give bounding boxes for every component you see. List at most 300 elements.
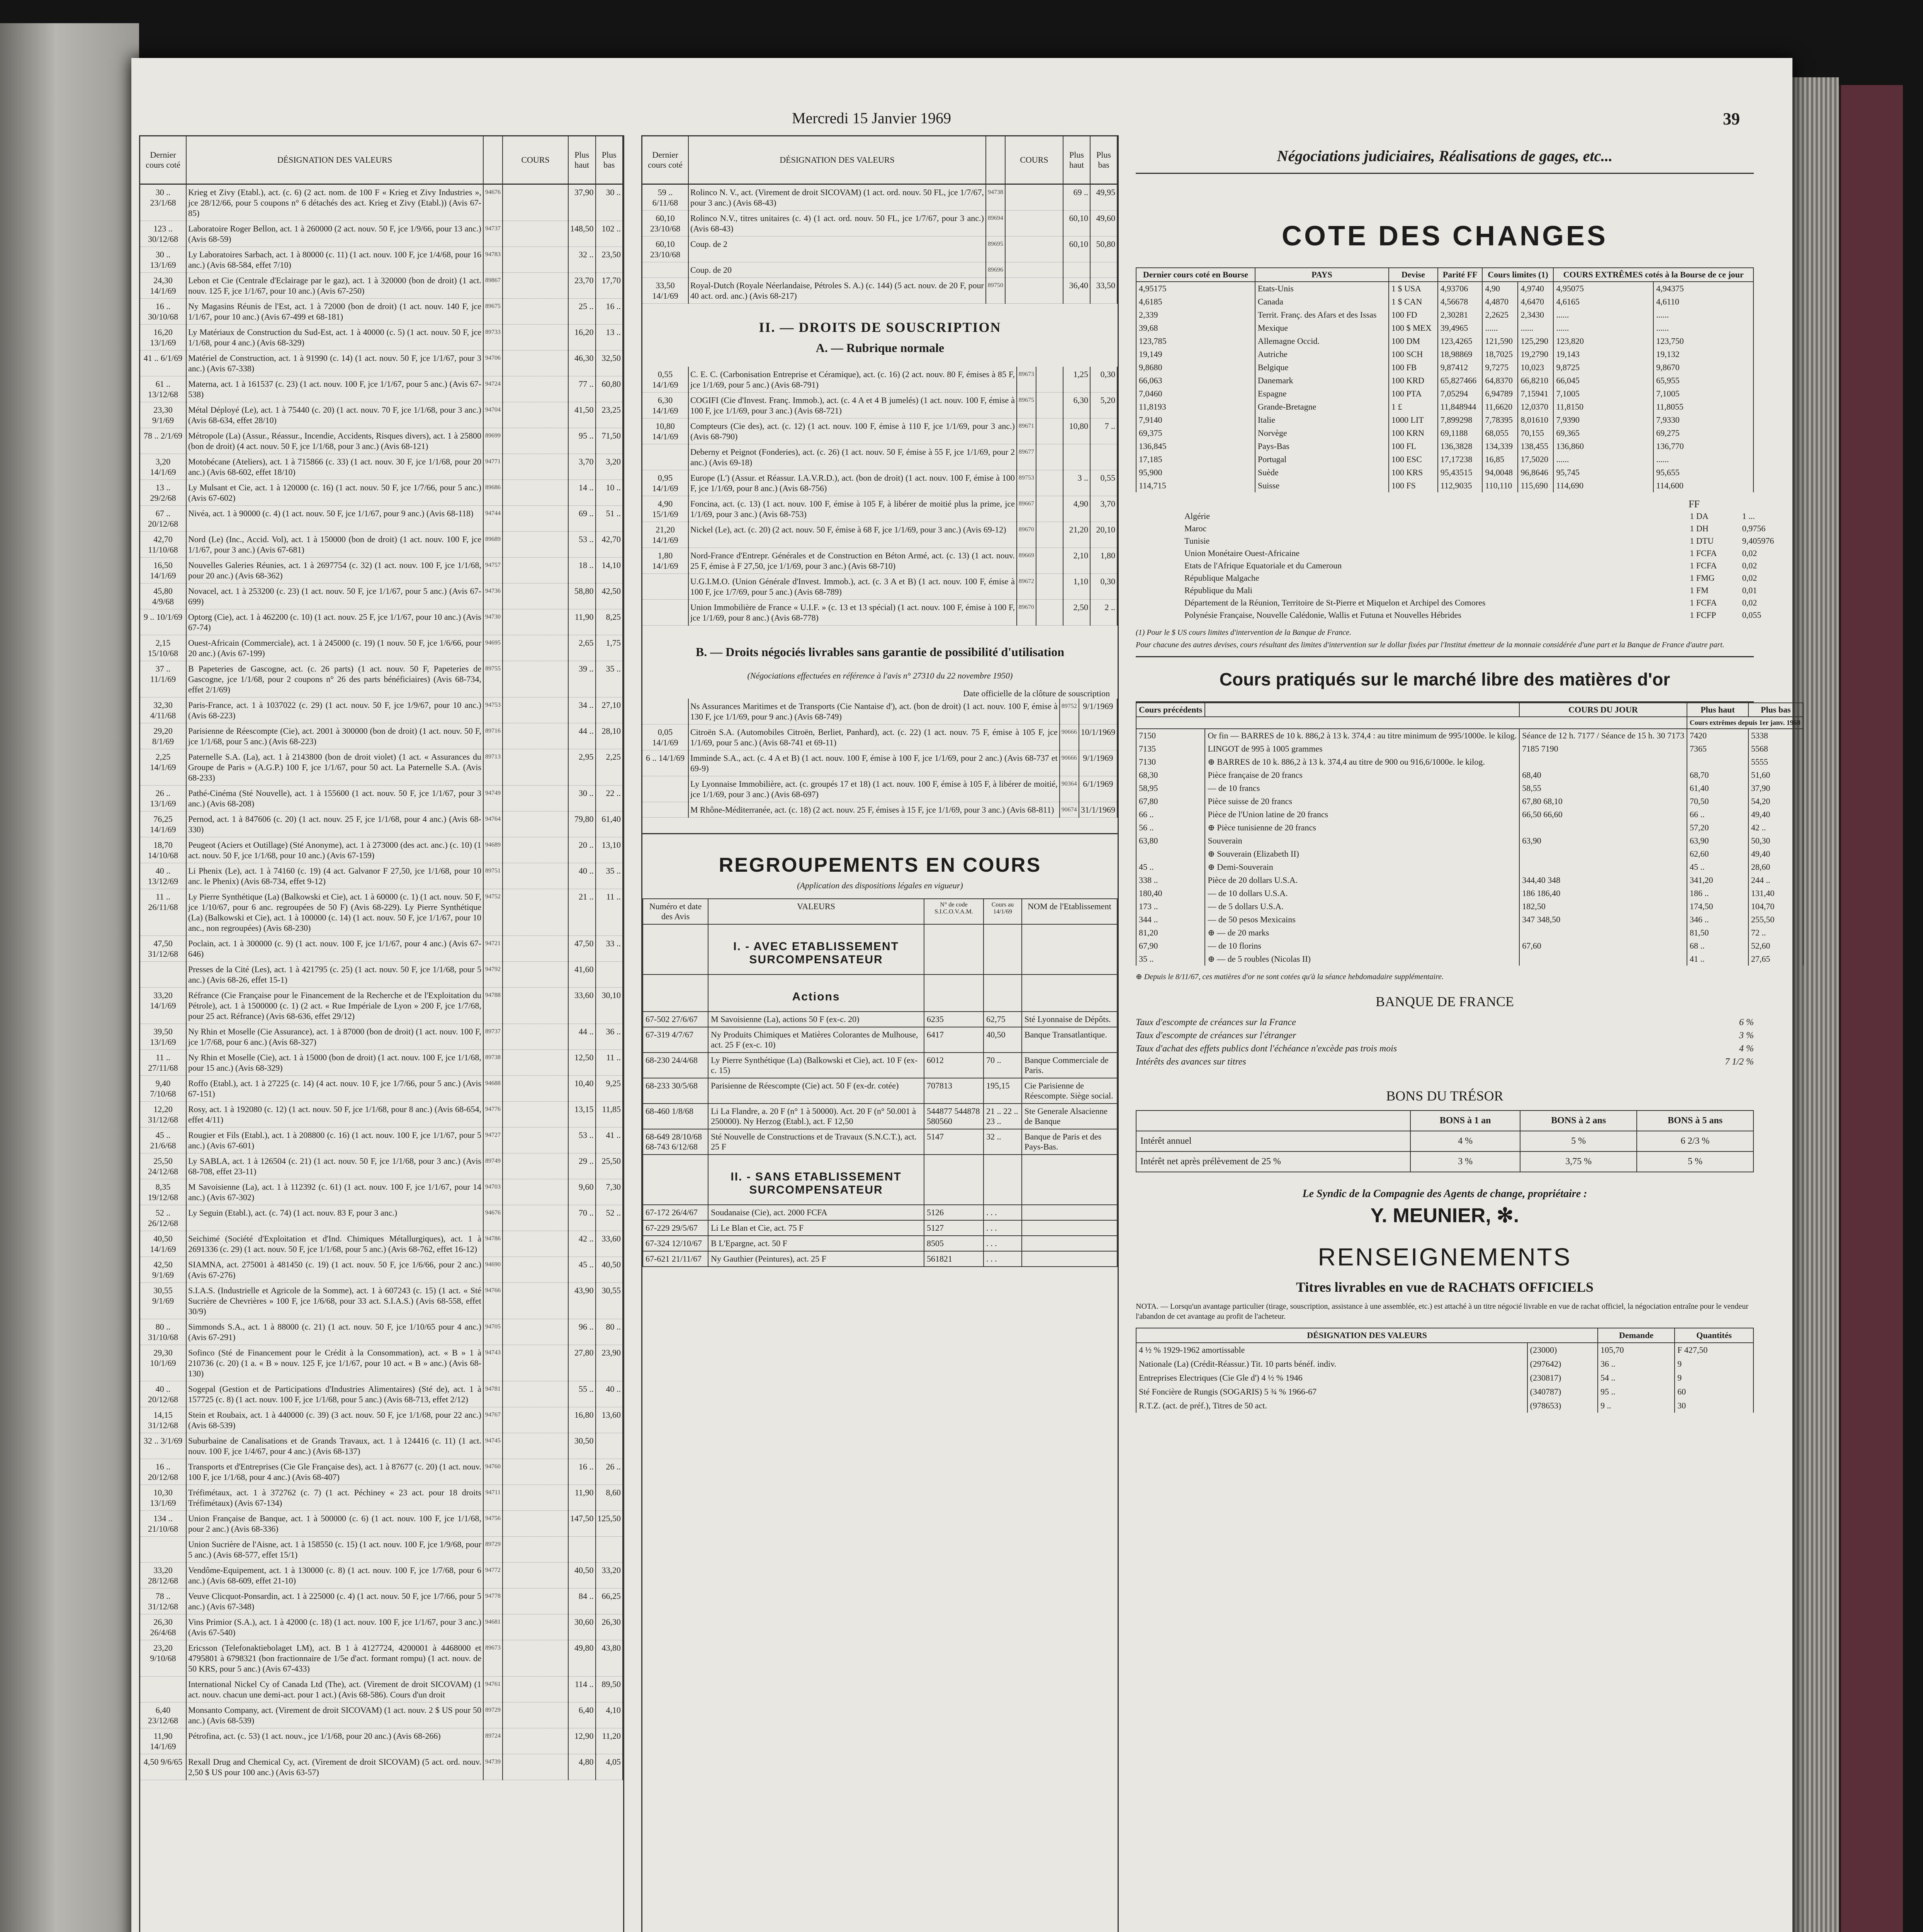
or-ph: 68 .. — [1687, 939, 1748, 952]
table-row — [643, 1104, 1117, 1129]
ch-e1: ...... — [1553, 321, 1653, 335]
table-row — [140, 273, 623, 299]
ch-l2: 66,8210 — [1518, 374, 1553, 387]
ch-l2: 4,9740 — [1518, 282, 1553, 295]
entry-code: 89675 — [1017, 393, 1036, 418]
entry-plus-bas: 80 .. — [596, 1319, 623, 1345]
rg-col-valeurs: VALEURS — [708, 899, 924, 924]
entry-cours — [503, 428, 568, 454]
or-desc: — de 10 dollars U.S.A. — [1205, 887, 1519, 900]
section-droits-note: (Négociations effectuées en référence à l'avis n° 27310 du 22 novembre 1950) — [747, 671, 1013, 680]
entry-last-price: 76,25 14/1/69 — [140, 811, 186, 837]
table-row — [1136, 335, 1753, 348]
entry-last-price: 24,30 14/1/69 — [140, 273, 186, 299]
entry-designation: Ly Lyonnaise Immobilière, act. (c. groupés 17 et 18) (1 act. nouv. 100 F, émise à 105 F, à libérer de moitié, jce 1/1/69, pour 3 anc.) (Avis 68-697) — [688, 776, 1060, 802]
entry-code: 94781 — [483, 1381, 503, 1407]
droits-table-b — [642, 699, 1118, 818]
rg-empty — [1022, 924, 1117, 975]
rg-code: 6417 — [924, 1027, 984, 1053]
ch-dv: 100 DM — [1389, 335, 1438, 348]
entry-code: 94724 — [483, 376, 503, 402]
rg-code: 707813 — [924, 1078, 984, 1104]
entry-plus-bas: 17,70 — [596, 273, 623, 299]
table-row — [140, 583, 623, 609]
rg-valeur: Parisienne de Réescompte (Cie) act. 50 F (ex-dr. cotée) — [708, 1078, 924, 1104]
entry-code: 94783 — [483, 247, 503, 273]
entry-code: 89713 — [483, 749, 503, 786]
or-prec: 45 .. — [1136, 861, 1205, 874]
table-row — [1182, 560, 1800, 572]
entry-code: 94761 — [483, 1677, 503, 1702]
ch-d: 7,9140 — [1136, 413, 1255, 427]
entry-code: 89689 — [483, 532, 503, 558]
table-row — [140, 1050, 623, 1076]
entry-plus-haut: 60,10 — [1063, 211, 1090, 236]
entry-plus-haut: 2,95 — [568, 749, 596, 786]
entry-code: 89672 — [1017, 574, 1036, 600]
entry-cours — [503, 480, 568, 506]
entry-last-price — [140, 1537, 186, 1563]
rg-cours: 195,15 — [984, 1078, 1022, 1104]
entry-plus-haut — [1063, 262, 1090, 278]
or-jour — [1519, 926, 1687, 939]
entry-last-price: 30 .. 13/1/69 — [140, 247, 186, 273]
ch-col-limites: Cours limites (1) — [1482, 268, 1553, 282]
entry-last-price: 9 .. 10/1/69 — [140, 609, 186, 635]
entry-last-price: 47,50 31/12/68 — [140, 936, 186, 962]
entry-code: 94788 — [483, 988, 503, 1024]
regroupements-section — [642, 833, 1118, 1267]
table-row — [642, 574, 1117, 600]
ch-e2: 4,94375 — [1653, 282, 1753, 295]
banque-line-label: Taux d'escompte de créances sur l'étranger — [1136, 1031, 1296, 1041]
ch-e2: 136,770 — [1653, 440, 1753, 453]
entry-plus-haut — [1063, 444, 1090, 470]
table-row — [140, 1345, 623, 1381]
ch-p: Norvège — [1255, 427, 1389, 440]
rg-empty — [643, 1155, 708, 1205]
entry-cours — [503, 1614, 568, 1640]
table-row — [140, 480, 623, 506]
entry-last-price: 18,70 14/10/68 — [140, 837, 186, 863]
entry-designation: Rougier et Fils (Etabl.), act. 1 à 208800 (c. 16) (1 act. nouv. 100 F, jce 1/1/67, pour 5 anc.) (Avis 67-601) — [186, 1128, 483, 1153]
ch-d: 9,8680 — [1136, 361, 1255, 374]
or-ph: 7420 — [1687, 729, 1748, 742]
rg-etab: Banque de Paris et des Pays-Bas. — [1022, 1129, 1117, 1155]
table-row — [140, 962, 623, 988]
or-prec: 7135 — [1136, 742, 1205, 755]
table-row — [140, 221, 623, 247]
ch-l1: 110,110 — [1482, 479, 1518, 492]
table-row — [140, 325, 623, 350]
col2-designation: DÉSIGNATION DES VALEURS — [688, 136, 986, 184]
entry-code: 94681 — [483, 1614, 503, 1640]
entry-code: 94752 — [483, 889, 503, 936]
entry-code: 89755 — [483, 661, 503, 697]
entry-cours — [503, 1153, 568, 1179]
table-row — [642, 393, 1117, 418]
entry-designation: Optorg (Cie), act. 1 à 462200 (c. 10) (1 act. nouv. 25 F, jce 1/1/67, pour 10 anc.) (Avis 67-74) — [186, 609, 483, 635]
entry-plus-bas: 33,50 — [1090, 278, 1117, 304]
ra-col-demande: Demande — [1598, 1328, 1675, 1343]
ch-e1: 69,365 — [1553, 427, 1653, 440]
rg-empty — [1022, 1236, 1117, 1251]
entry-code: 94744 — [483, 506, 503, 532]
table-row — [140, 1754, 623, 1780]
entry-designation: Ny Magasins Réunis de l'Est, act. 1 à 72000 (bon de droit) (1 act. nouv. 140 F, jce 1/1/67, pour 10 anc.) (Avis 67-499 et 68-181) — [186, 299, 483, 325]
ch-d: 39,68 — [1136, 321, 1255, 335]
or-pb: 131,40 — [1748, 887, 1803, 900]
entry-last-price: 52 .. 26/12/68 — [140, 1205, 186, 1231]
entry-cloture: 6/1/1969 — [1079, 776, 1117, 802]
or-jour — [1519, 847, 1687, 861]
entry-designation: Paternelle S.A. (La), act. 1 à 2143800 (bon de droit violet) (1 act. « Assurances du Groupe de Paris » (A.G.P.) 100 F, jce 1/1/67, pour 50 act. La Paternelle S.A. (Avis 68-233) — [186, 749, 483, 786]
entry-code: 94757 — [483, 558, 503, 583]
ch-pa: 4,93706 — [1438, 282, 1483, 295]
ra-q: F 427,50 — [1675, 1343, 1753, 1357]
table-row — [1182, 510, 1800, 522]
banque-line — [1136, 1055, 1754, 1068]
table-row — [140, 1319, 623, 1345]
entry-cours — [1036, 470, 1063, 496]
entry-cours — [503, 1319, 568, 1345]
table-row — [140, 1102, 623, 1128]
ch-l1: 4,90 — [1482, 282, 1518, 295]
ff-dv: 1 FCFP — [1690, 610, 1716, 620]
entry-cloture: 9/1/1969 — [1079, 750, 1117, 776]
table-row — [1136, 769, 1803, 782]
entry-code: 94737 — [483, 221, 503, 247]
or-jour: Séance de 12 h. 7177 / Séance de 15 h. 30 7173 — [1519, 729, 1687, 742]
entry-last-price: 45,80 4/9/68 — [140, 583, 186, 609]
or-jour: 344,40 348 — [1519, 874, 1687, 887]
table-row — [1136, 755, 1803, 769]
entry-plus-haut: 114 .. — [568, 1677, 596, 1702]
ff-v: 0,9756 — [1742, 524, 1766, 533]
rg-avis: 67-621 21/11/67 — [643, 1251, 708, 1267]
entry-plus-haut: 84 .. — [568, 1588, 596, 1614]
table-row — [140, 376, 623, 402]
banque-line-value: 6 % — [1739, 1017, 1754, 1027]
rg-code: 5126 — [924, 1205, 984, 1220]
table-row — [140, 1485, 623, 1511]
entry-code: 89737 — [483, 1024, 503, 1050]
ch-e1: 4,6165 — [1553, 295, 1653, 308]
ch-e2: 65,955 — [1653, 374, 1753, 387]
entry-last-price: 11 .. 27/11/68 — [140, 1050, 186, 1076]
rg-cours: 62,75 — [984, 1012, 1022, 1027]
banque-line — [1136, 1016, 1754, 1029]
entry-plus-bas: 5,20 — [1090, 393, 1117, 418]
ra-d: Sté Foncière de Rungis (SOGARIS) 5 ¾ % 1966-67 — [1136, 1385, 1527, 1399]
entry-plus-bas: 35 .. — [596, 661, 623, 697]
entry-cours — [503, 1407, 568, 1433]
table-row — [140, 609, 623, 635]
table-row — [1136, 440, 1753, 453]
renseignements-subtitle: Titres livrables en vue de RACHATS OFFICIELS — [1296, 1279, 1594, 1295]
entry-plus-haut: 69 .. — [568, 506, 596, 532]
entry-plus-bas: 30,10 — [596, 988, 623, 1024]
entry-cours — [503, 1640, 568, 1677]
ch-l2: 8,01610 — [1518, 413, 1553, 427]
table-row — [642, 699, 1117, 724]
entry-designation: Pétrofina, act. (c. 53) (1 act. nouv., jce 1/1/68, pour 20 anc.) (Avis 68-266) — [186, 1728, 483, 1754]
entry-code: 94704 — [483, 402, 503, 428]
entry-code: 94703 — [483, 1179, 503, 1205]
ch-d: 4,6185 — [1136, 295, 1255, 308]
entry-last-price — [642, 699, 688, 724]
entry-plus-bas: 11,85 — [596, 1102, 623, 1128]
ra-c: (340787) — [1527, 1385, 1598, 1399]
entry-plus-bas: 89,50 — [596, 1677, 623, 1702]
table-row — [1136, 427, 1753, 440]
entry-last-price: 40 .. 13/12/69 — [140, 863, 186, 889]
table-row — [642, 750, 1117, 776]
entry-last-price — [642, 600, 688, 626]
entry-designation: Roffo (Etabl.), act. 1 à 27225 (c. 14) (4 act. nouv. 10 F, jce 1/7/66, pour 5 anc.) (Avis 67-151) — [186, 1076, 483, 1102]
entry-cours — [503, 1050, 568, 1076]
ch-d: 19,149 — [1136, 348, 1255, 361]
ra-dem: 54 .. — [1598, 1371, 1675, 1385]
entry-designation: Réfrance (Cie Française pour le Financement de la Recherche et de l'Exploitation du Pétrole), act. 1 à 1500000 (c. 1) (2 act. « Rue Impériale de Lyon » 200 F, jce 1/7/68, pour 25 act. Réfrance) (Avis 68-636, effet 29/12) — [186, 988, 483, 1024]
rg-empty — [924, 1155, 984, 1205]
entry-cours — [1005, 262, 1063, 278]
entry-plus-haut: 79,80 — [568, 811, 596, 837]
or-desc: ⊕ — de 5 roubles (Nicolas II) — [1205, 952, 1519, 966]
table-row — [140, 936, 623, 962]
entry-plus-bas: 7,30 — [596, 1179, 623, 1205]
table-row — [140, 1433, 623, 1459]
table-row — [140, 402, 623, 428]
ch-l2: 4,6470 — [1518, 295, 1553, 308]
entry-designation: Ly Matériaux de Construction du Sud-Est, act. 1 à 40000 (c. 5) (1 act. nouv. 50 F, jce 1/1/68, pour 4 anc.) (Avis 68-329) — [186, 325, 483, 350]
entry-cloture: 31/1/1969 — [1079, 802, 1117, 818]
table-row — [1182, 547, 1800, 560]
entry-last-price: 33,50 14/1/69 — [642, 278, 688, 304]
entry-last-price: 61 .. 13/12/68 — [140, 376, 186, 402]
entry-last-price: 16,20 13/1/69 — [140, 325, 186, 350]
ff-p: Département de la Réunion, Territoire de St-Pierre et Miquelon et Archipel des Comores — [1184, 598, 1486, 607]
rg-empty — [1022, 1220, 1117, 1236]
table-row — [643, 1236, 1117, 1251]
entry-plus-haut: 16,20 — [568, 325, 596, 350]
banque-line-value: 3 % — [1739, 1031, 1754, 1041]
entry-plus-haut: 34 .. — [568, 697, 596, 723]
entry-designation: Krieg et Zivy (Etabl.), act. (c. 6) (2 act. nom. de 100 F « Krieg et Zivy Industries », jce 28/12/66, pour 5 coupons n° 6 détachés des act. Krieg et Zivy (Etabl.)) (Avis 67-85) — [186, 184, 483, 221]
table-row — [1136, 847, 1803, 861]
rg-valeur: Sté Nouvelle de Constructions et de Travaux (S.N.C.T.), act. 25 F — [708, 1129, 924, 1155]
ff-dv: 1 FM — [1690, 585, 1709, 595]
col2-plus-haut: Plus haut — [1063, 136, 1090, 184]
ff-v: 0,02 — [1742, 573, 1757, 583]
ch-l2: 70,155 — [1518, 427, 1553, 440]
ch-l2: 10,023 — [1518, 361, 1553, 374]
ch-l1: 9,7275 — [1482, 361, 1518, 374]
newspaper-page — [131, 58, 1801, 1932]
left-page-edge — [0, 23, 139, 1932]
or-table — [1136, 702, 1804, 966]
entry-cours — [503, 1433, 568, 1459]
droits-table-a — [642, 367, 1118, 626]
entry-last-price — [642, 776, 688, 802]
entry-designation: Motobécane (Ateliers), act. 1 à 715866 (c. 33) (1 act. nouv. 30 F, jce 1/1/68, pour 20 anc.) (Avis 68-602, effet 18/10) — [186, 454, 483, 480]
table-row — [1182, 522, 1800, 535]
entry-plus-haut: 1,25 — [1063, 367, 1090, 393]
entry-plus-haut — [568, 1537, 596, 1563]
ch-e1: 114,690 — [1553, 479, 1653, 492]
table-row — [1136, 453, 1753, 466]
entry-last-price: 41 .. 6/1/69 — [140, 350, 186, 376]
rg-code: 5147 — [924, 1129, 984, 1155]
entry-designation: Stein et Roubaix, act. 1 à 440000 (c. 39) (3 act. nouv. 50 F, jce 1/1/68, pour 22 anc.) (Avis 68-539) — [186, 1407, 483, 1433]
entry-code: 89867 — [483, 273, 503, 299]
entry-plus-haut: 3 .. — [1063, 470, 1090, 496]
entry-last-price: 33,20 14/1/69 — [140, 988, 186, 1024]
entry-plus-haut: 2,65 — [568, 635, 596, 661]
entry-designation: Paris-France, act. 1 à 1037022 (c. 29) (1 act. nouv. 50 F, jce 1/9/67, pour 10 anc.) (Avis 68-223) — [186, 697, 483, 723]
entry-plus-bas: 50,80 — [1090, 236, 1117, 262]
table-row — [140, 837, 623, 863]
entry-last-price: 10,30 13/1/69 — [140, 1485, 186, 1511]
ff-label: FF — [1689, 498, 1700, 510]
entry-designation: Rosy, act. 1 à 192080 (c. 12) (1 act. nouv. 50 F, jce 1/1/68, pour 8 anc.) (Avis 68-654, effet 4/11) — [186, 1102, 483, 1128]
or-ph — [1687, 755, 1748, 769]
entry-cours — [503, 962, 568, 988]
ra-c: (978653) — [1527, 1399, 1598, 1413]
entry-plus-bas: 3,70 — [1090, 496, 1117, 522]
table-row — [1136, 1357, 1753, 1371]
entry-last-price: 6,30 14/1/69 — [642, 393, 688, 418]
entry-code: 89673 — [483, 1640, 503, 1677]
section-rubrique-normale: A. — Rubrique normale — [815, 341, 945, 355]
entry-designation: Parisienne de Réescompte (Cie), act. 2001 à 300000 (bon de droit) (1 act. nouv. 50 F, jce 1/1/68, pour 5 anc.) (Avis 68-223) — [186, 723, 483, 749]
table-row — [1136, 282, 1753, 295]
entry-plus-bas: 11 .. — [596, 1050, 623, 1076]
entry-last-price: 29,30 10/1/69 — [140, 1345, 186, 1381]
entry-plus-haut: 25 .. — [568, 299, 596, 325]
entry-designation: Vins Primior (S.A.), act. 1 à 42000 (c. 18) (1 act. nouv. 100 F, jce 1/1/67, pour 3 anc.) (Avis 67-540) — [186, 1614, 483, 1640]
table-row — [643, 1220, 1117, 1236]
entry-cours — [503, 1702, 568, 1728]
valeurs-table-1 — [140, 136, 623, 1780]
ch-dv: 100 FB — [1389, 361, 1438, 374]
entry-designation: Rolinco N. V., act. (Virement de droit SICOVAM) (1 act. ord. nouv. 50 FL, jce 1/7/67, pour 3 anc.) (Avis 68-43) — [688, 184, 986, 211]
entry-code: 89752 — [1060, 699, 1079, 724]
regroupements-title: REGROUPEMENTS EN COURS — [719, 854, 1041, 876]
entry-designation: Lebon et Cie (Centrale d'Eclairage par le gaz), act. 1 à 320000 (bon de droit) (1 act. nouv. 125 F, jce 1/1/67, pour 10 anc.) (Avis 67-250) — [186, 273, 483, 299]
ch-l2: 2,3430 — [1518, 308, 1553, 321]
table-row — [140, 1257, 623, 1283]
entry-code: 94711 — [483, 1485, 503, 1511]
entry-designation: Transports et d'Entreprises (Cie Gle Française des), act. 1 à 87677 (c. 20) (1 act. nouv. 100 F, jce 1/1/68, pour 4 anc.) (Avis 68-407) — [186, 1459, 483, 1485]
rg-cours: 32 .. — [984, 1129, 1022, 1155]
entry-designation: Laboratoire Roger Bellon, act. 1 à 260000 (2 act. nouv. 50 F, jce 1/9/66, pour 13 anc.) (Avis 68-59) — [186, 221, 483, 247]
or-jour: 66,50 66,60 — [1519, 808, 1687, 821]
entry-plus-haut: 49,80 — [568, 1640, 596, 1677]
table-row — [140, 811, 623, 837]
entry-plus-haut: 40,50 — [568, 1563, 596, 1588]
ch-d: 11,8193 — [1136, 400, 1255, 413]
table-row — [140, 1076, 623, 1102]
or-prec: 180,40 — [1136, 887, 1205, 900]
ch-e1: 7,9390 — [1553, 413, 1653, 427]
ch-dv: 1 $ CAN — [1389, 295, 1438, 308]
table-row — [1136, 348, 1753, 361]
entry-cours — [503, 1563, 568, 1588]
rg-cours: . . . — [984, 1220, 1022, 1236]
rg-empty — [1022, 1205, 1117, 1220]
table-row — [1182, 572, 1800, 584]
ch-dv: 100 FL — [1389, 440, 1438, 453]
entry-code: 89729 — [483, 1702, 503, 1728]
ch-l2: 7,15941 — [1518, 387, 1553, 400]
entry-plus-bas: 60,80 — [596, 376, 623, 402]
table-row — [140, 247, 623, 273]
entry-plus-haut: 47,50 — [568, 936, 596, 962]
ch-l1: 64,8370 — [1482, 374, 1518, 387]
ch-col-devise: Devise — [1389, 268, 1438, 282]
entry-last-price: 26,30 26/4/68 — [140, 1614, 186, 1640]
entry-cours — [503, 1485, 568, 1511]
table-row — [642, 418, 1117, 444]
entry-plus-haut: 11,90 — [568, 1485, 596, 1511]
ch-pa: 112,9035 — [1438, 479, 1483, 492]
bons-row-label: Intérêt annuel — [1136, 1131, 1410, 1151]
entry-designation: Vendôme-Equipement, act. 1 à 130000 (c. 8) (1 act. nouv. 100 F, jce 1/7/68, pour 6 anc.) (Avis 68-609, effet 21-10) — [186, 1563, 483, 1588]
ch-dv: 1000 LIT — [1389, 413, 1438, 427]
entry-code: 94776 — [483, 1102, 503, 1128]
or-prec: 67,90 — [1136, 939, 1205, 952]
entry-designation: Deberny et Peignot (Fonderies), act. (c. 26) (1 act. nouv. 50 F, émise à 55 F, jce 1/1/69, pour 2 anc.) (Avis 69-18) — [688, 444, 1017, 470]
entry-plus-bas: 35 .. — [596, 863, 623, 889]
rg-empty — [643, 975, 708, 1012]
entry-cours — [503, 376, 568, 402]
entry-cours — [503, 506, 568, 532]
entry-cours — [503, 1024, 568, 1050]
entry-plus-haut: 60,10 — [1063, 236, 1090, 262]
entry-last-price: 0,95 14/1/69 — [642, 470, 688, 496]
or-footnote: ⊕ Depuis le 8/11/67, ces matières d'or ne sont cotées qu'à la séance hebdomadaire supplémentaire. — [1136, 973, 1444, 981]
table-row — [140, 1511, 623, 1537]
rg-cours: 70 .. — [984, 1053, 1022, 1078]
ra-d: 4 ½ % 1929-1962 amortissable — [1136, 1343, 1527, 1357]
rg-col-cours: Cours au 14/1/69 — [984, 899, 1022, 924]
bons-value: 6 2/3 % — [1637, 1131, 1753, 1151]
ff-v: 0,02 — [1742, 598, 1757, 607]
or-ph: 45 .. — [1687, 861, 1748, 874]
entry-plus-bas: 8,25 — [596, 609, 623, 635]
rg-col-code: N° de code S.I.C.O.V.A.M. — [924, 899, 984, 924]
or-pb: 255,50 — [1748, 913, 1803, 926]
rg-empty — [1022, 1251, 1117, 1267]
section-droits-title: II. — DROITS DE SOUSCRIPTION — [759, 320, 1001, 335]
or-prec: 68,30 — [1136, 769, 1205, 782]
or-desc: ⊕ Pièce tunisienne de 20 francs — [1205, 821, 1519, 834]
ra-d: Entreprises Electriques (Cie Gle d') 4 ½ % 1946 — [1136, 1371, 1527, 1385]
ff-v: 0,02 — [1742, 561, 1757, 570]
ch-e2: 19,132 — [1653, 348, 1753, 361]
ch-p: Mexique — [1255, 321, 1389, 335]
or-jour — [1519, 821, 1687, 834]
table-row — [1136, 874, 1803, 887]
entry-last-price: 42,50 9/1/69 — [140, 1257, 186, 1283]
ch-l1: 11,6620 — [1482, 400, 1518, 413]
entry-code: 94756 — [483, 1511, 503, 1537]
or-jour: 347 348,50 — [1519, 913, 1687, 926]
entry-plus-bas: 102 .. — [596, 221, 623, 247]
entry-designation: B Papeteries de Gascogne, act. (c. 26 parts) (1 act. nouv. 50 F, Papeteries de Gascogne, jce 1/1/68, pour 2 coupons n° 26 des parts bénéficiaires) (Avis 68-734, effet 2/1/69) — [186, 661, 483, 697]
or-jour: 63,90 — [1519, 834, 1687, 847]
